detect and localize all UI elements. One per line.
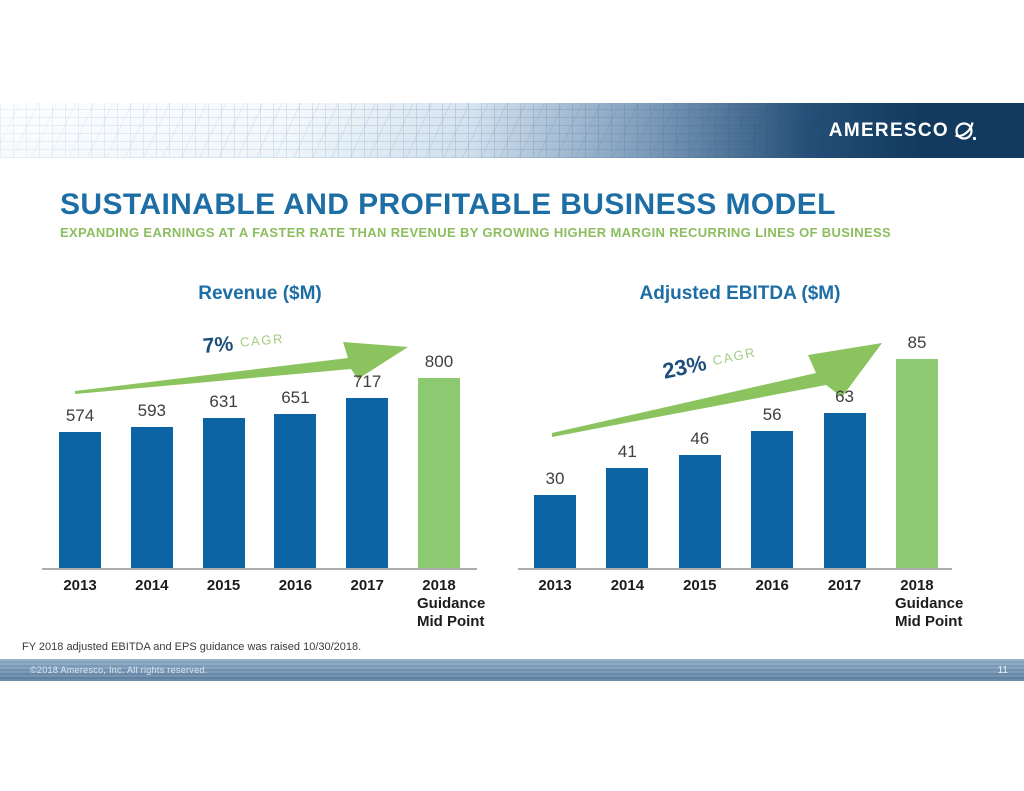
title-block <box>60 188 990 240</box>
ameresco-globe-icon <box>952 118 978 144</box>
bar-value-label: 30 <box>545 469 565 488</box>
bar-value-label: 800 <box>424 352 454 371</box>
category-label: 2014 <box>610 577 645 594</box>
bar <box>418 378 460 569</box>
category-label: 2013 <box>63 577 97 594</box>
bar <box>274 414 316 569</box>
category-label: 2015 <box>206 577 241 594</box>
cagr-word: CAGR <box>239 330 285 350</box>
ameresco-logo <box>829 118 978 144</box>
category-label: 2017 <box>350 577 384 594</box>
ebitda-plot-area <box>533 329 939 569</box>
bar-column <box>273 348 317 569</box>
bar <box>346 398 388 569</box>
bar <box>534 495 576 569</box>
bar <box>131 427 173 569</box>
logo-text: AMERESCO <box>828 119 949 141</box>
footnote: FY 2018 adjusted EBITDA and EPS guidance was raised 10/30/2018. <box>22 641 362 653</box>
bar-value-label: 56 <box>762 405 782 424</box>
ebitda-category-labels <box>533 577 964 631</box>
bar-column <box>823 329 867 569</box>
bar-value-label: 574 <box>65 406 95 425</box>
cagr-percent: 23% <box>660 350 709 384</box>
bar-column <box>605 329 649 569</box>
bar <box>679 455 721 569</box>
bar-column <box>895 329 939 569</box>
revenue-category-labels <box>58 577 486 631</box>
cagr-percent: 7% <box>201 332 235 358</box>
bar-column <box>750 329 794 569</box>
cagr-word: CAGR <box>711 344 758 369</box>
bar-column <box>130 348 174 569</box>
page-number: 11 <box>997 664 1008 676</box>
copyright-text: ©2018 Ameresco, Inc. All rights reserved. <box>30 665 208 675</box>
bar <box>824 413 866 569</box>
category-label: 2014 <box>135 577 169 594</box>
category-label: 2017 <box>827 577 862 594</box>
ebitda-chart <box>515 283 965 653</box>
revenue-x-axis <box>42 568 477 570</box>
bar-value-label: 63 <box>835 387 855 406</box>
category-label: 2018 Guidance Mid Point <box>416 577 486 630</box>
header-band <box>0 103 1024 158</box>
category-label: 2018 Guidance Mid Point <box>894 577 964 630</box>
bar-column <box>58 348 102 569</box>
bar-column <box>533 329 577 569</box>
category-label: 2015 <box>683 577 717 594</box>
bar-column <box>345 348 389 569</box>
category-label: 2016 <box>278 577 313 594</box>
bar <box>606 468 648 569</box>
revenue-chart-title: Revenue ($M) <box>198 283 322 304</box>
bar-value-label: 41 <box>617 442 637 461</box>
bar-column <box>202 348 246 569</box>
bar <box>203 418 245 569</box>
bar-value-label: 593 <box>137 401 166 420</box>
bar-column <box>678 329 722 569</box>
bar-value-label: 651 <box>281 388 310 407</box>
bar-column <box>417 348 461 569</box>
bar-value-label: 85 <box>907 333 927 352</box>
bar-value-label: 46 <box>690 429 710 448</box>
bar <box>896 359 938 569</box>
bar <box>59 432 101 569</box>
bar-value-label: 717 <box>353 372 382 391</box>
category-label: 2016 <box>755 577 789 594</box>
revenue-plot-area <box>58 348 461 569</box>
bar-value-label: 631 <box>209 392 238 411</box>
page-title: SUSTAINABLE AND PROFITABLE BUSINESS MODEL <box>60 188 836 221</box>
ebitda-x-axis <box>518 568 952 570</box>
bar <box>751 431 793 569</box>
category-label: 2013 <box>538 577 572 594</box>
revenue-chart <box>40 283 486 653</box>
footer-bar <box>0 659 1024 681</box>
ebitda-chart-title: Adjusted EBITDA ($M) <box>639 283 841 304</box>
page-subtitle: EXPANDING EARNINGS AT A FASTER RATE THAN REVENUE BY GROWING HIGHER MARGIN RECURRING LINES OF BUSINESS <box>60 225 892 240</box>
